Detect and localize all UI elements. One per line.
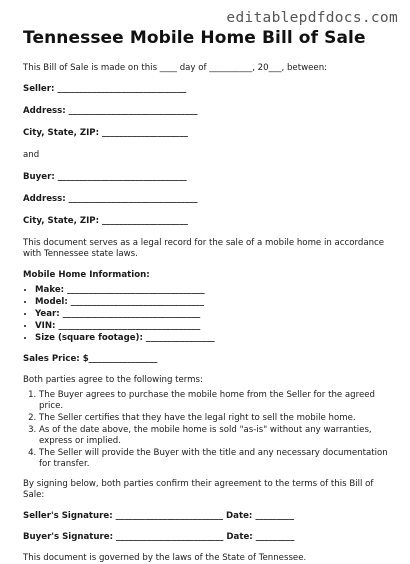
- term-item: 2. The Seller certifies that they have the legal right to sell the mobile home.: [39, 413, 393, 424]
- buyer-signature-field[interactable]: Buyer's Signature: _________________________ Date: _________: [23, 531, 295, 542]
- site-watermark: editablepdfdocs.com: [226, 10, 398, 26]
- bill-of-sale-document: [23, 28, 393, 564]
- mobile-home-info-heading: Mobile Home Information:: [23, 269, 150, 280]
- seller-city-field[interactable]: City, State, ZIP: ____________________: [23, 127, 188, 138]
- buyer-name-field[interactable]: Buyer: ______________________________: [23, 171, 187, 182]
- terms-intro: Both parties agree to the following terms:: [23, 374, 203, 385]
- seller-address-field[interactable]: Address: ______________________________: [23, 105, 198, 116]
- intro-text: This Bill of Sale is made on this ____ day of __________, 20___, between:: [23, 62, 328, 73]
- buyer-city-field[interactable]: City, State, ZIP: ____________________: [23, 215, 188, 226]
- model-field[interactable]: • Model: _______________________________: [35, 297, 393, 308]
- size-field[interactable]: • Size (square footage): ________________: [35, 333, 393, 344]
- and-text: and: [23, 149, 40, 160]
- make-field[interactable]: • Make: ________________________________: [35, 285, 393, 296]
- seller-name-field[interactable]: Seller: ______________________________: [23, 83, 187, 94]
- term-item: 3. As of the date above, the mobile home is sold "as-is" without any warranties, express or implied.: [39, 425, 393, 447]
- record-text: This document serves as a legal record for the sale of a mobile home in accordance with Tennessee state laws.: [23, 237, 385, 259]
- document-title: Tennessee Mobile Home Bill of Sale: [23, 28, 366, 48]
- year-field[interactable]: • Year: ________________________________: [35, 309, 393, 320]
- sales-price-field[interactable]: Sales Price: $________________: [23, 353, 158, 364]
- buyer-address-field[interactable]: Address: ______________________________: [23, 193, 198, 204]
- term-item: 4. The Seller will provide the Buyer with the title and any necessary documentation for transfer.: [39, 448, 393, 470]
- confirm-text: By signing below, both parties confirm their agreement to the terms of this Bill of Sale:: [23, 478, 374, 500]
- seller-signature-field[interactable]: Seller's Signature: _________________________ Date: _________: [23, 510, 295, 521]
- vin-field[interactable]: • VIN: _________________________________: [35, 321, 393, 332]
- mobile-home-info-list: [23, 285, 393, 344]
- governing-law-text: This document is governed by the laws of the State of Tennessee.: [23, 552, 307, 563]
- term-item: 1. The Buyer agrees to purchase the mobile home from the Seller for the agreed price.: [39, 390, 393, 412]
- terms-list: [23, 390, 393, 470]
